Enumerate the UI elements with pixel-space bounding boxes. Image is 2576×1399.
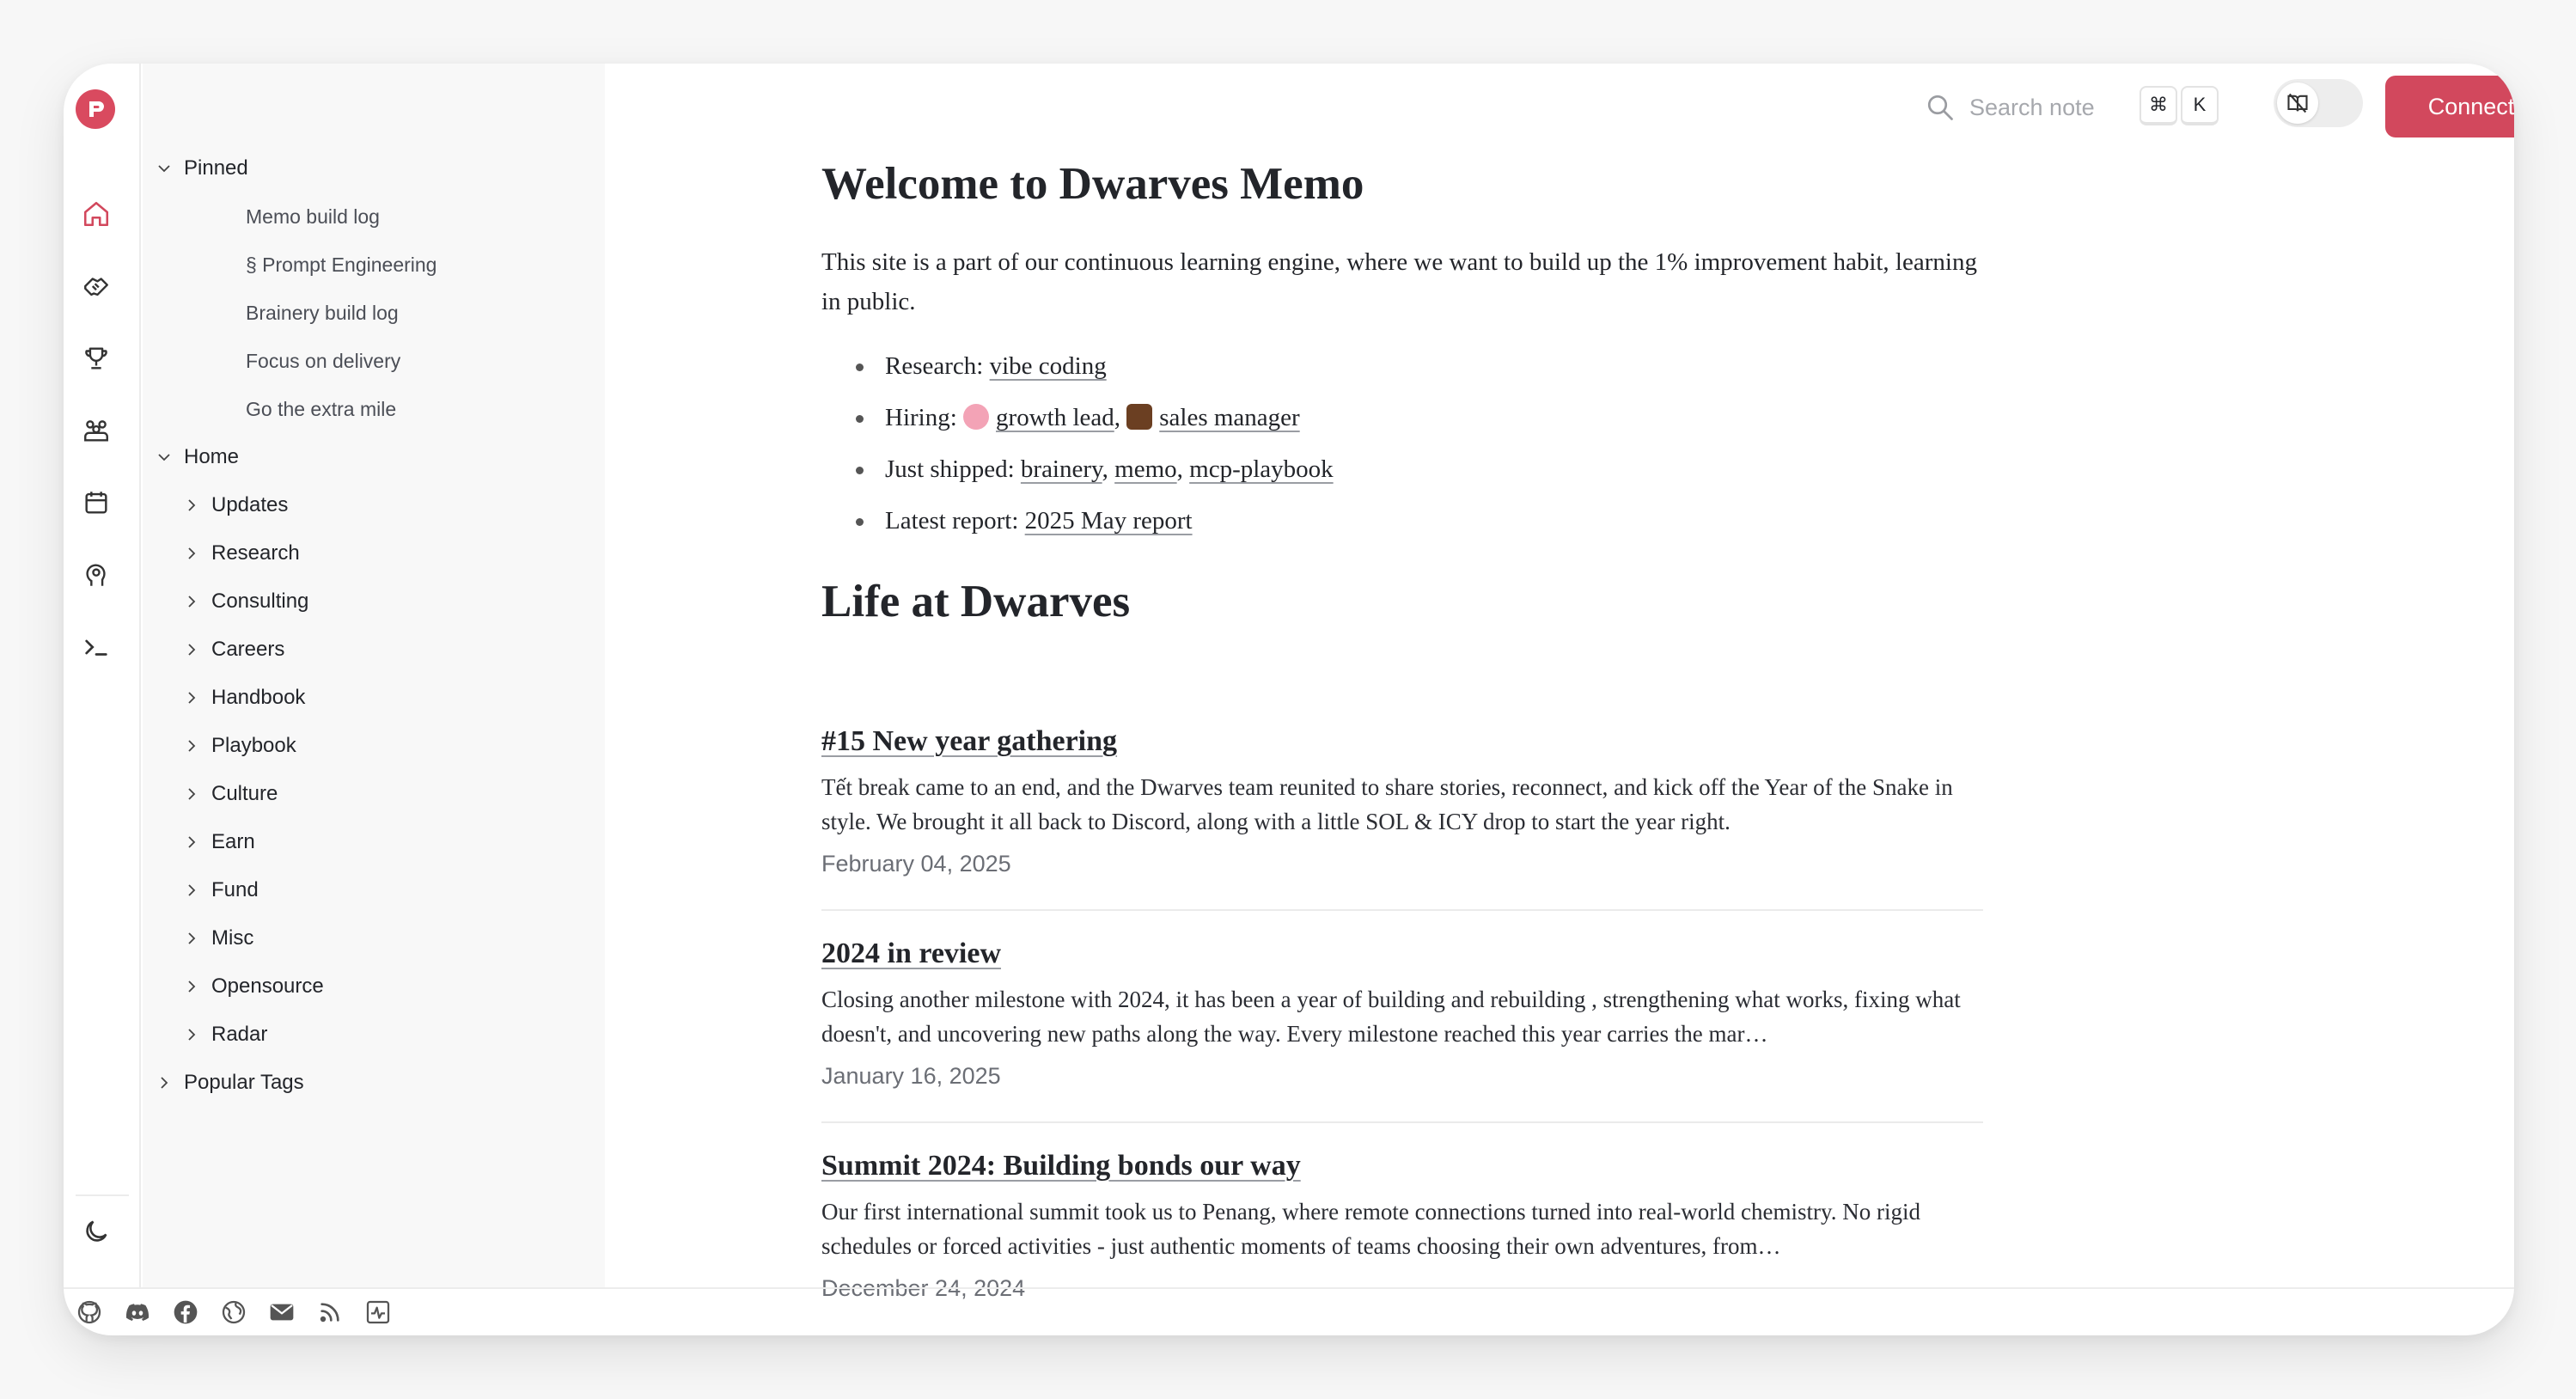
bullet-label: Just shipped: — [885, 455, 1015, 483]
home-item-consulting[interactable] — [179, 584, 308, 619]
bullet-label: Research: — [885, 352, 984, 380]
post-title-link[interactable]: Summit 2024: Building bonds our way — [821, 1150, 1301, 1182]
connect-button[interactable]: Connect — [2385, 76, 2514, 137]
sales-manager-link[interactable]: sales manager — [1159, 404, 1300, 431]
search-box[interactable] — [1925, 86, 2095, 129]
post-date: January 16, 2025 — [821, 1063, 1001, 1089]
facebook-icon[interactable] — [172, 1298, 199, 1326]
brainery-link[interactable]: brainery — [1020, 455, 1102, 483]
home-item-earn[interactable] — [179, 825, 255, 859]
github-icon[interactable] — [76, 1298, 103, 1326]
home-item-label: Updates — [211, 493, 289, 516]
community-icon[interactable] — [82, 416, 111, 445]
list-item: Just shipped: brainery, memo, mcp-playbook — [821, 443, 1983, 495]
bullet-label: Latest report: — [885, 507, 1019, 535]
sidebar — [143, 64, 605, 1287]
chevron-right-icon — [179, 877, 204, 903]
post-card — [821, 1150, 1983, 1302]
home-item-label: Research — [211, 541, 300, 565]
app-window — [64, 64, 2514, 1335]
dwarves-logo[interactable] — [76, 89, 115, 129]
chevron-right-icon — [179, 1022, 204, 1048]
briefcase-emoji-icon — [1126, 404, 1152, 430]
highlights-list — [821, 340, 1983, 547]
research-link[interactable]: vibe coding — [989, 352, 1107, 380]
home-item-culture[interactable] — [179, 777, 278, 811]
home-item-opensource[interactable] — [179, 969, 324, 1004]
logo-mark-icon — [83, 97, 107, 121]
home-item-label: Careers — [211, 638, 285, 661]
post-divider — [821, 909, 1983, 911]
trophy-icon[interactable] — [82, 344, 111, 373]
pinned-item[interactable]: Brainery build log — [246, 301, 399, 324]
post-card — [821, 938, 1983, 1090]
chevron-right-icon — [179, 926, 204, 951]
post-divider — [821, 1121, 1983, 1123]
mail-icon[interactable] — [268, 1298, 296, 1326]
home-icon[interactable] — [82, 199, 111, 229]
latest-report-link[interactable]: 2025 May report — [1024, 507, 1193, 535]
list-item — [821, 392, 1983, 443]
list-item — [821, 340, 1983, 392]
chevron-right-icon — [179, 492, 204, 518]
post-card — [821, 725, 1983, 877]
chevron-right-icon — [179, 733, 204, 759]
shortcut-key-k: K — [2181, 86, 2219, 125]
tree-section-pinned[interactable] — [151, 151, 248, 186]
chevron-right-icon — [179, 589, 204, 614]
mcp-playbook-link[interactable]: mcp-playbook — [1189, 455, 1334, 483]
brain-icon[interactable] — [82, 560, 111, 590]
list-item — [821, 495, 1983, 547]
page-title: Welcome to Dwarves Memo — [821, 159, 1364, 209]
tree-section-label: Home — [184, 445, 240, 468]
pinned-item[interactable]: § Prompt Engineering — [246, 253, 437, 276]
post-date: February 04, 2025 — [821, 851, 1011, 877]
search-icon — [1925, 92, 1956, 123]
terminal-icon[interactable] — [82, 632, 111, 662]
home-item-label: Culture — [211, 782, 278, 805]
post-title-link[interactable]: #15 New year gathering — [821, 725, 1118, 757]
tree-section-popular-tags[interactable] — [151, 1066, 304, 1100]
main-content — [605, 64, 2514, 1301]
activity-icon[interactable] — [364, 1298, 392, 1326]
tree-section-label: Popular Tags — [184, 1071, 304, 1094]
chevron-right-icon — [179, 781, 204, 807]
post-description: Closing another milestone with 2024, it has been a year of building and rebuilding , strengthening what works, fixing what doesn't, and uncovering new paths along the way. Every milestone reached this year carries the mar… — [821, 987, 1961, 1047]
growth-lead-link[interactable]: growth lead — [996, 404, 1114, 431]
shortcut-key-cmd: ⌘ — [2140, 86, 2177, 125]
intro-text: This site is a part of our continuous learning engine, where we want to build up the 1% improvement habit, learning in public. — [821, 248, 1977, 315]
pinned-item[interactable]: Focus on delivery — [246, 349, 401, 372]
rss-icon[interactable] — [316, 1298, 344, 1326]
home-item-fund[interactable] — [179, 873, 259, 907]
moon-icon[interactable] — [82, 1217, 111, 1246]
tree-section-home[interactable] — [151, 440, 239, 474]
icon-rail — [64, 64, 141, 1287]
chevron-right-icon — [151, 1070, 177, 1096]
home-item-label: Fund — [211, 878, 259, 901]
home-item-updates[interactable] — [179, 488, 288, 522]
discord-icon[interactable] — [124, 1298, 151, 1326]
home-item-label: Earn — [211, 830, 255, 853]
home-item-radar[interactable] — [179, 1017, 267, 1052]
handshake-icon[interactable] — [82, 272, 111, 301]
home-item-research[interactable] — [179, 536, 300, 571]
chevron-down-icon — [151, 156, 177, 181]
post-title-link[interactable]: 2024 in review — [821, 938, 1002, 969]
chevron-right-icon — [179, 974, 204, 999]
globe-icon[interactable] — [220, 1298, 247, 1326]
home-item-playbook[interactable] — [179, 729, 296, 763]
post-date: December 24, 2024 — [821, 1275, 1026, 1301]
footer-social-bar — [64, 1287, 2514, 1335]
chevron-right-icon — [179, 685, 204, 711]
reading-mode-toggle[interactable] — [2274, 79, 2363, 127]
chevron-right-icon — [179, 637, 204, 663]
home-item-label: Misc — [211, 926, 254, 950]
bullet-label: Hiring: — [885, 404, 957, 431]
chevron-down-icon — [151, 444, 177, 470]
post-description: Tết break came to an end, and the Dwarves team reunited to share stories, reconnect, and kick off the Year of the Snake in style. We brought it all back to Discord, along with a little SOL & ICY drop to start the year right. — [821, 774, 1953, 834]
tree-section-label: Pinned — [184, 156, 248, 180]
memo-link[interactable]: memo — [1114, 455, 1177, 483]
home-item-careers[interactable] — [179, 632, 284, 667]
home-item-label: Consulting — [211, 590, 309, 613]
toggle-knob — [2277, 82, 2318, 124]
home-item-label: Handbook — [211, 686, 306, 709]
home-item-label: Radar — [211, 1023, 268, 1046]
rail-divider — [76, 1194, 129, 1196]
pinned-item[interactable]: Go the extra mile — [246, 397, 397, 420]
home-item-misc[interactable] — [179, 921, 253, 956]
post-description: Our first international summit took us to Penang, where remote connections turned into real-world chemistry. No rigid schedules or forced activities - just authentic moments of teams choosing their own adventures, from… — [821, 1199, 1920, 1259]
chevron-right-icon — [179, 541, 204, 566]
home-item-label: Opensource — [211, 974, 324, 998]
pinned-item[interactable]: Memo build log — [246, 205, 380, 228]
home-item-handbook[interactable] — [179, 681, 305, 715]
section-title: Life at Dwarves — [821, 577, 1131, 626]
separator-comma: , — [1114, 404, 1120, 431]
search-placeholder: Search note — [1969, 94, 2095, 120]
calendar-icon[interactable] — [82, 488, 111, 517]
brain-emoji-icon — [963, 404, 989, 430]
home-item-label: Playbook — [211, 734, 296, 757]
chevron-right-icon — [179, 829, 204, 855]
book-off-icon — [2286, 91, 2310, 115]
